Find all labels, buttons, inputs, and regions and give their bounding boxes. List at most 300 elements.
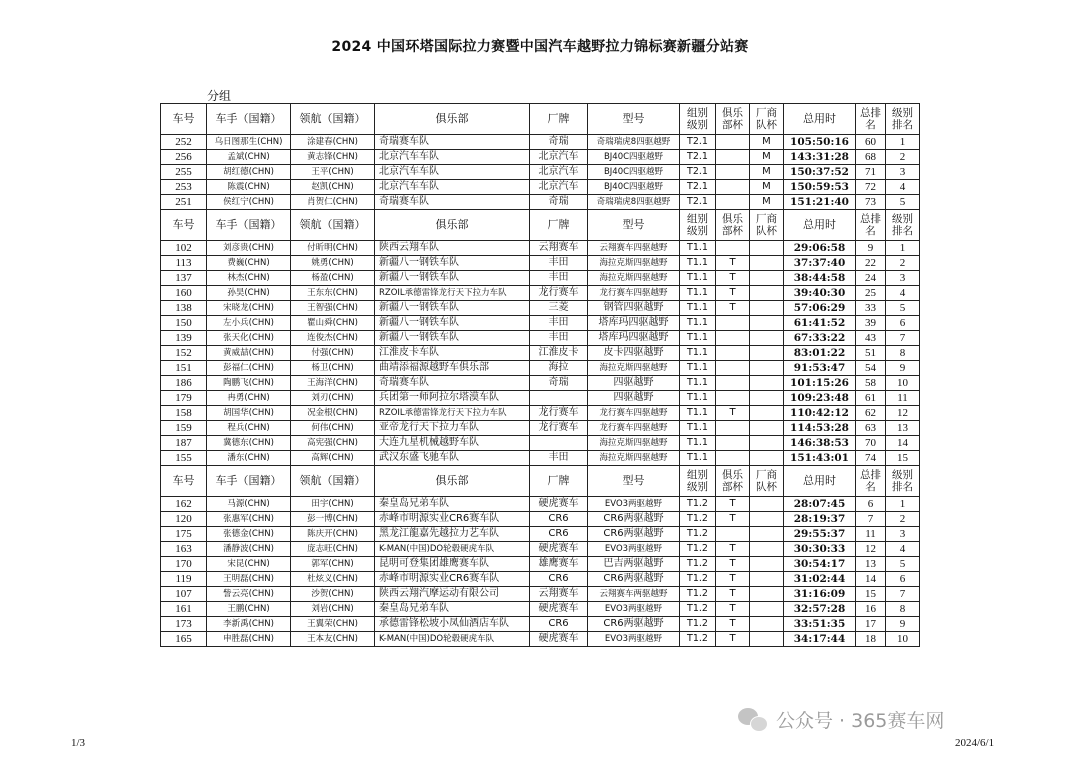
cell-manufacturer-cup bbox=[750, 587, 784, 602]
cell-co-driver: 连俊杰(CHN) bbox=[291, 331, 375, 346]
cell-class-rank: 13 bbox=[886, 421, 920, 436]
cell-brand: 丰田 bbox=[530, 256, 588, 271]
cell-manufacturer-cup bbox=[750, 346, 784, 361]
cell-overall-rank: 63 bbox=[856, 421, 886, 436]
cell-club-cup: T bbox=[716, 512, 750, 527]
cell-overall-rank: 17 bbox=[856, 617, 886, 632]
header-row bbox=[161, 210, 920, 241]
cell-overall-rank: 61 bbox=[856, 391, 886, 406]
cell-club-cup: T bbox=[716, 286, 750, 301]
cell-brand bbox=[530, 391, 588, 406]
cell-total-time: 101:15:26 bbox=[784, 376, 856, 391]
results-table bbox=[160, 103, 920, 647]
table-row bbox=[161, 542, 920, 557]
cell-club: 秦皇岛兄弟车队 bbox=[375, 602, 530, 617]
table-row bbox=[161, 376, 920, 391]
cell-class-rank: 2 bbox=[886, 256, 920, 271]
cell-class: T1.1 bbox=[680, 421, 716, 436]
cell-car-number: 107 bbox=[161, 587, 207, 602]
cell-class-rank: 2 bbox=[886, 512, 920, 527]
cell-club-cup bbox=[716, 150, 750, 165]
cell-club: 新疆八一钢铁车队 bbox=[375, 301, 530, 316]
cell-club-cup bbox=[716, 436, 750, 451]
cell-overall-rank: 74 bbox=[856, 451, 886, 466]
cell-club-cup bbox=[716, 316, 750, 331]
cell-total-time: 83:01:22 bbox=[784, 346, 856, 361]
header-brand: 厂牌 bbox=[530, 210, 588, 241]
header-co-driver: 领航（国籍） bbox=[291, 210, 375, 241]
cell-manufacturer-cup bbox=[750, 331, 784, 346]
cell-manufacturer-cup bbox=[750, 361, 784, 376]
cell-co-driver: 付昕明(CHN) bbox=[291, 241, 375, 256]
cell-class-rank: 4 bbox=[886, 542, 920, 557]
cell-co-driver: 杜炫义(CHN) bbox=[291, 572, 375, 587]
cell-class-rank: 2 bbox=[886, 150, 920, 165]
cell-overall-rank: 7 bbox=[856, 512, 886, 527]
header-driver: 车手（国籍） bbox=[207, 104, 291, 135]
cell-brand: CR6 bbox=[530, 512, 588, 527]
cell-model: 海拉克斯四驱越野 bbox=[588, 436, 680, 451]
cell-club-cup: T bbox=[716, 271, 750, 286]
cell-model: 皮卡四驱越野 bbox=[588, 346, 680, 361]
cell-overall-rank: 18 bbox=[856, 632, 886, 647]
cell-car-number: 151 bbox=[161, 361, 207, 376]
header-brand: 厂牌 bbox=[530, 104, 588, 135]
cell-co-driver: 田宇(CHN) bbox=[291, 497, 375, 512]
cell-co-driver: 杨盈(CHN) bbox=[291, 271, 375, 286]
header-class-rank: 级别排名 bbox=[886, 104, 920, 135]
cell-manufacturer-cup: M bbox=[750, 135, 784, 150]
table-row bbox=[161, 135, 920, 150]
cell-driver: 费巍(CHN) bbox=[207, 256, 291, 271]
cell-driver: 訾云亮(CHN) bbox=[207, 587, 291, 602]
table-row bbox=[161, 271, 920, 286]
cell-car-number: 253 bbox=[161, 180, 207, 195]
cell-driver: 马源(CHN) bbox=[207, 497, 291, 512]
cell-club: 兵团第一师阿拉尔塔漠车队 bbox=[375, 391, 530, 406]
cell-club: 奇瑞赛车队 bbox=[375, 135, 530, 150]
cell-car-number: 150 bbox=[161, 316, 207, 331]
cell-class: T1.1 bbox=[680, 241, 716, 256]
cell-manufacturer-cup bbox=[750, 436, 784, 451]
cell-overall-rank: 54 bbox=[856, 361, 886, 376]
cell-driver: 冀德东(CHN) bbox=[207, 436, 291, 451]
cell-overall-rank: 70 bbox=[856, 436, 886, 451]
cell-club-cup: T bbox=[716, 557, 750, 572]
cell-driver: 胡国华(CHN) bbox=[207, 406, 291, 421]
cell-overall-rank: 12 bbox=[856, 542, 886, 557]
cell-driver: 乌日图那生(CHN) bbox=[207, 135, 291, 150]
print-date: 2024/6/1 bbox=[955, 737, 995, 749]
cell-total-time: 31:02:44 bbox=[784, 572, 856, 587]
cell-car-number: 137 bbox=[161, 271, 207, 286]
header-manufacturer-cup: 厂商队杯 bbox=[750, 104, 784, 135]
table-row bbox=[161, 286, 920, 301]
cell-overall-rank: 58 bbox=[856, 376, 886, 391]
cell-model: 四驱越野 bbox=[588, 376, 680, 391]
cell-car-number: 102 bbox=[161, 241, 207, 256]
cell-club-cup: T bbox=[716, 587, 750, 602]
cell-overall-rank: 43 bbox=[856, 331, 886, 346]
cell-co-driver: 刘刃(CHN) bbox=[291, 391, 375, 406]
cell-class-rank: 11 bbox=[886, 391, 920, 406]
header-class: 组别级别 bbox=[680, 466, 716, 497]
cell-total-time: 143:31:28 bbox=[784, 150, 856, 165]
cell-class-rank: 10 bbox=[886, 632, 920, 647]
header-brand: 厂牌 bbox=[530, 466, 588, 497]
table-row bbox=[161, 406, 920, 421]
table-row bbox=[161, 316, 920, 331]
cell-brand: CR6 bbox=[530, 572, 588, 587]
cell-brand: 丰田 bbox=[530, 451, 588, 466]
cell-car-number: 165 bbox=[161, 632, 207, 647]
cell-co-driver: 高辉(CHN) bbox=[291, 451, 375, 466]
cell-co-driver: 陈庆开(CHN) bbox=[291, 527, 375, 542]
cell-driver: 孙昊(CHN) bbox=[207, 286, 291, 301]
cell-car-number: 175 bbox=[161, 527, 207, 542]
cell-manufacturer-cup: M bbox=[750, 165, 784, 180]
cell-club: 承德雷锋松坡小凤仙酒店车队 bbox=[375, 617, 530, 632]
cell-total-time: 29:06:58 bbox=[784, 241, 856, 256]
cell-club-cup: T bbox=[716, 406, 750, 421]
table-row bbox=[161, 180, 920, 195]
cell-class: T1.1 bbox=[680, 376, 716, 391]
header-manufacturer-cup: 厂商队杯 bbox=[750, 210, 784, 241]
cell-model: 龙行赛车四驱越野 bbox=[588, 286, 680, 301]
cell-model: 云翔赛车两驱越野 bbox=[588, 587, 680, 602]
cell-club: 赤峰市明源实业CR6赛车队 bbox=[375, 572, 530, 587]
cell-manufacturer-cup bbox=[750, 376, 784, 391]
cell-manufacturer-cup bbox=[750, 271, 784, 286]
cell-club: 武汉东盛飞驰车队 bbox=[375, 451, 530, 466]
table-row bbox=[161, 331, 920, 346]
cell-club-cup bbox=[716, 527, 750, 542]
cell-brand: 龙行赛车 bbox=[530, 286, 588, 301]
cell-class-rank: 6 bbox=[886, 572, 920, 587]
cell-driver: 左小兵(CHN) bbox=[207, 316, 291, 331]
cell-car-number: 251 bbox=[161, 195, 207, 210]
cell-overall-rank: 22 bbox=[856, 256, 886, 271]
cell-co-driver: 杨卫(CHN) bbox=[291, 361, 375, 376]
cell-club-cup: T bbox=[716, 572, 750, 587]
cell-class: T1.2 bbox=[680, 542, 716, 557]
cell-brand: 丰田 bbox=[530, 316, 588, 331]
cell-class: T1.2 bbox=[680, 572, 716, 587]
cell-co-driver: 王翼荣(CHN) bbox=[291, 617, 375, 632]
cell-brand: 北京汽车 bbox=[530, 150, 588, 165]
cell-manufacturer-cup: M bbox=[750, 180, 784, 195]
page-number: 1/3 bbox=[71, 737, 86, 749]
cell-club: 奇瑞赛车队 bbox=[375, 195, 530, 210]
cell-driver: 冉勇(CHN) bbox=[207, 391, 291, 406]
cell-driver: 宋昆(CHN) bbox=[207, 557, 291, 572]
cell-club-cup bbox=[716, 391, 750, 406]
cell-club: 北京汽车车队 bbox=[375, 180, 530, 195]
cell-club: K-MAN(中国)DO轮毂硬虎车队 bbox=[375, 632, 530, 647]
cell-brand: 奇瑞 bbox=[530, 376, 588, 391]
cell-total-time: 151:21:40 bbox=[784, 195, 856, 210]
header-club: 俱乐部 bbox=[375, 466, 530, 497]
cell-model: 龙行赛车四驱越野 bbox=[588, 421, 680, 436]
cell-brand: 硬虎赛车 bbox=[530, 497, 588, 512]
header-car-number: 车号 bbox=[161, 210, 207, 241]
cell-model: 龙行赛车四驱越野 bbox=[588, 406, 680, 421]
cell-driver: 侯红宁(CHN) bbox=[207, 195, 291, 210]
cell-model: BJ40C四驱越野 bbox=[588, 165, 680, 180]
cell-class: T1.1 bbox=[680, 391, 716, 406]
header-model: 型号 bbox=[588, 466, 680, 497]
watermark bbox=[738, 702, 1078, 736]
cell-total-time: 32:57:28 bbox=[784, 602, 856, 617]
cell-co-driver: 高宪强(CHN) bbox=[291, 436, 375, 451]
header-overall-rank: 总排名 bbox=[856, 466, 886, 497]
cell-overall-rank: 51 bbox=[856, 346, 886, 361]
cell-club-cup bbox=[716, 135, 750, 150]
cell-manufacturer-cup bbox=[750, 451, 784, 466]
cell-brand: 云翔赛车 bbox=[530, 241, 588, 256]
cell-class: T1.2 bbox=[680, 497, 716, 512]
cell-overall-rank: 68 bbox=[856, 150, 886, 165]
table-row bbox=[161, 361, 920, 376]
cell-overall-rank: 72 bbox=[856, 180, 886, 195]
cell-car-number: 158 bbox=[161, 406, 207, 421]
cell-class-rank: 4 bbox=[886, 180, 920, 195]
cell-total-time: 61:41:52 bbox=[784, 316, 856, 331]
header-driver: 车手（国籍） bbox=[207, 210, 291, 241]
cell-model: CR6两驱越野 bbox=[588, 617, 680, 632]
cell-co-driver: 况金根(CHN) bbox=[291, 406, 375, 421]
cell-class-rank: 15 bbox=[886, 451, 920, 466]
cell-co-driver: 黄志锋(CHN) bbox=[291, 150, 375, 165]
cell-class: T1.1 bbox=[680, 316, 716, 331]
cell-car-number: 139 bbox=[161, 331, 207, 346]
cell-club: 曲靖添福源越野车俱乐部 bbox=[375, 361, 530, 376]
cell-brand: 丰田 bbox=[530, 271, 588, 286]
cell-class-rank: 12 bbox=[886, 406, 920, 421]
cell-model: EVO3两驱越野 bbox=[588, 632, 680, 647]
cell-brand: 北京汽车 bbox=[530, 180, 588, 195]
cell-class-rank: 1 bbox=[886, 135, 920, 150]
cell-total-time: 34:17:44 bbox=[784, 632, 856, 647]
cell-car-number: 120 bbox=[161, 512, 207, 527]
header-row bbox=[161, 466, 920, 497]
cell-manufacturer-cup: M bbox=[750, 195, 784, 210]
cell-model: EVO3两驱越野 bbox=[588, 602, 680, 617]
cell-manufacturer-cup bbox=[750, 557, 784, 572]
cell-total-time: 33:51:35 bbox=[784, 617, 856, 632]
table-row bbox=[161, 451, 920, 466]
cell-brand: 硬虎赛车 bbox=[530, 542, 588, 557]
table-row bbox=[161, 150, 920, 165]
cell-manufacturer-cup bbox=[750, 572, 784, 587]
cell-brand: 丰田 bbox=[530, 331, 588, 346]
cell-co-driver: 肖贺仁(CHN) bbox=[291, 195, 375, 210]
table-row bbox=[161, 632, 920, 647]
cell-total-time: 31:16:09 bbox=[784, 587, 856, 602]
cell-club-cup: T bbox=[716, 617, 750, 632]
header-car-number: 车号 bbox=[161, 104, 207, 135]
cell-model: 海拉克斯四驱越野 bbox=[588, 256, 680, 271]
cell-club: 江淮皮卡车队 bbox=[375, 346, 530, 361]
cell-class-rank: 5 bbox=[886, 195, 920, 210]
cell-club-cup bbox=[716, 346, 750, 361]
table-row bbox=[161, 617, 920, 632]
cell-car-number: 162 bbox=[161, 497, 207, 512]
cell-co-driver: 瞿山舜(CHN) bbox=[291, 316, 375, 331]
cell-model: EVO3两驱越野 bbox=[588, 542, 680, 557]
cell-manufacturer-cup bbox=[750, 632, 784, 647]
cell-overall-rank: 13 bbox=[856, 557, 886, 572]
cell-driver: 王明磊(CHN) bbox=[207, 572, 291, 587]
cell-model: 海拉克斯四驱越野 bbox=[588, 451, 680, 466]
table-row bbox=[161, 587, 920, 602]
header-class: 组别级别 bbox=[680, 210, 716, 241]
cell-model: CR6两驱越野 bbox=[588, 527, 680, 542]
cell-total-time: 105:50:16 bbox=[784, 135, 856, 150]
cell-club-cup bbox=[716, 195, 750, 210]
cell-class-rank: 3 bbox=[886, 271, 920, 286]
cell-brand: 三菱 bbox=[530, 301, 588, 316]
cell-car-number: 163 bbox=[161, 542, 207, 557]
cell-club-cup bbox=[716, 331, 750, 346]
header-club: 俱乐部 bbox=[375, 210, 530, 241]
cell-class: T1.1 bbox=[680, 436, 716, 451]
cell-driver: 潘静波(CHN) bbox=[207, 542, 291, 557]
cell-club: K-MAN(中国)DO轮毂硬虎车队 bbox=[375, 542, 530, 557]
cell-car-number: 159 bbox=[161, 421, 207, 436]
cell-club: 奇瑞赛车队 bbox=[375, 376, 530, 391]
cell-model: BJ40C四驱越野 bbox=[588, 150, 680, 165]
cell-overall-rank: 14 bbox=[856, 572, 886, 587]
cell-overall-rank: 24 bbox=[856, 271, 886, 286]
cell-class: T1.1 bbox=[680, 286, 716, 301]
cell-co-driver: 刘岩(CHN) bbox=[291, 602, 375, 617]
cell-class: T1.1 bbox=[680, 346, 716, 361]
cell-total-time: 57:06:29 bbox=[784, 301, 856, 316]
cell-car-number: 256 bbox=[161, 150, 207, 165]
cell-co-driver: 王平(CHN) bbox=[291, 165, 375, 180]
cell-class-rank: 14 bbox=[886, 436, 920, 451]
cell-total-time: 146:38:53 bbox=[784, 436, 856, 451]
cell-car-number: 160 bbox=[161, 286, 207, 301]
cell-model: 塔库玛四驱越野 bbox=[588, 331, 680, 346]
cell-class-rank: 7 bbox=[886, 331, 920, 346]
cell-driver: 程兵(CHN) bbox=[207, 421, 291, 436]
cell-total-time: 151:43:01 bbox=[784, 451, 856, 466]
cell-total-time: 30:54:17 bbox=[784, 557, 856, 572]
table-row bbox=[161, 512, 920, 527]
cell-driver: 孟斌(CHN) bbox=[207, 150, 291, 165]
cell-total-time: 28:07:45 bbox=[784, 497, 856, 512]
cell-manufacturer-cup bbox=[750, 391, 784, 406]
cell-club: 昆明可登集团雄鹰赛车队 bbox=[375, 557, 530, 572]
table-row bbox=[161, 301, 920, 316]
cell-co-driver: 王海洋(CHN) bbox=[291, 376, 375, 391]
cell-class: T1.2 bbox=[680, 602, 716, 617]
cell-manufacturer-cup bbox=[750, 512, 784, 527]
cell-class-rank: 9 bbox=[886, 361, 920, 376]
cell-driver: 林杰(CHN) bbox=[207, 271, 291, 286]
cell-model: 四驱越野 bbox=[588, 391, 680, 406]
cell-brand: 雄鹰赛车 bbox=[530, 557, 588, 572]
cell-overall-rank: 62 bbox=[856, 406, 886, 421]
watermark-text: 公众号 · 365赛车网 bbox=[776, 709, 945, 732]
header-manufacturer-cup: 厂商队杯 bbox=[750, 466, 784, 497]
cell-class: T2.1 bbox=[680, 180, 716, 195]
cell-driver: 张惠军(CHN) bbox=[207, 512, 291, 527]
cell-club: 北京汽车车队 bbox=[375, 165, 530, 180]
cell-co-driver: 涂建春(CHN) bbox=[291, 135, 375, 150]
page-title: 2024 中国环塔国际拉力赛暨中国汽车越野拉力锦标赛新疆分站赛 bbox=[331, 39, 749, 55]
header-model: 型号 bbox=[588, 210, 680, 241]
cell-club-cup bbox=[716, 180, 750, 195]
cell-class-rank: 10 bbox=[886, 376, 920, 391]
cell-class-rank: 9 bbox=[886, 617, 920, 632]
table-row bbox=[161, 527, 920, 542]
cell-club-cup: T bbox=[716, 602, 750, 617]
cell-class-rank: 5 bbox=[886, 301, 920, 316]
cell-co-driver: 庞志旺(CHN) bbox=[291, 542, 375, 557]
cell-class-rank: 7 bbox=[886, 587, 920, 602]
cell-co-driver: 何伟(CHN) bbox=[291, 421, 375, 436]
cell-model: BJ40C四驱越野 bbox=[588, 180, 680, 195]
header-model: 型号 bbox=[588, 104, 680, 135]
cell-brand: 奇瑞 bbox=[530, 195, 588, 210]
cell-class-rank: 1 bbox=[886, 241, 920, 256]
cell-club-cup: T bbox=[716, 542, 750, 557]
cell-co-driver: 郭军(CHN) bbox=[291, 557, 375, 572]
cell-co-driver: 王智强(CHN) bbox=[291, 301, 375, 316]
cell-club: 新疆八一钢铁车队 bbox=[375, 331, 530, 346]
cell-car-number: 161 bbox=[161, 602, 207, 617]
cell-driver: 陈震(CHN) bbox=[207, 180, 291, 195]
header-total-time: 总用时 bbox=[784, 104, 856, 135]
cell-overall-rank: 15 bbox=[856, 587, 886, 602]
cell-driver: 王鹏(CHN) bbox=[207, 602, 291, 617]
cell-club: RZOIL承德雷锋龙行天下拉力车队 bbox=[375, 406, 530, 421]
cell-club-cup bbox=[716, 421, 750, 436]
cell-overall-rank: 33 bbox=[856, 301, 886, 316]
cell-class-rank: 1 bbox=[886, 497, 920, 512]
cell-driver: 张天化(CHN) bbox=[207, 331, 291, 346]
cell-class: T1.2 bbox=[680, 512, 716, 527]
table-row bbox=[161, 421, 920, 436]
cell-model: 钢管四驱越野 bbox=[588, 301, 680, 316]
cell-class: T2.1 bbox=[680, 195, 716, 210]
cell-manufacturer-cup: M bbox=[750, 150, 784, 165]
wechat-icon bbox=[738, 706, 768, 732]
cell-brand: 江淮皮卡 bbox=[530, 346, 588, 361]
cell-brand: 北京汽车 bbox=[530, 165, 588, 180]
table-row bbox=[161, 195, 920, 210]
cell-manufacturer-cup bbox=[750, 286, 784, 301]
header-club-cup: 俱乐部杯 bbox=[716, 210, 750, 241]
cell-co-driver: 沙贺(CHN) bbox=[291, 587, 375, 602]
cell-total-time: 67:33:22 bbox=[784, 331, 856, 346]
cell-overall-rank: 9 bbox=[856, 241, 886, 256]
cell-overall-rank: 60 bbox=[856, 135, 886, 150]
cell-class: T2.1 bbox=[680, 150, 716, 165]
header-driver: 车手（国籍） bbox=[207, 466, 291, 497]
cell-class-rank: 8 bbox=[886, 602, 920, 617]
cell-class: T1.1 bbox=[680, 301, 716, 316]
table-row bbox=[161, 602, 920, 617]
cell-class: T2.1 bbox=[680, 135, 716, 150]
cell-overall-rank: 39 bbox=[856, 316, 886, 331]
cell-car-number: 138 bbox=[161, 301, 207, 316]
cell-driver: 胡红德(CHN) bbox=[207, 165, 291, 180]
cell-club: 新疆八一钢铁车队 bbox=[375, 271, 530, 286]
